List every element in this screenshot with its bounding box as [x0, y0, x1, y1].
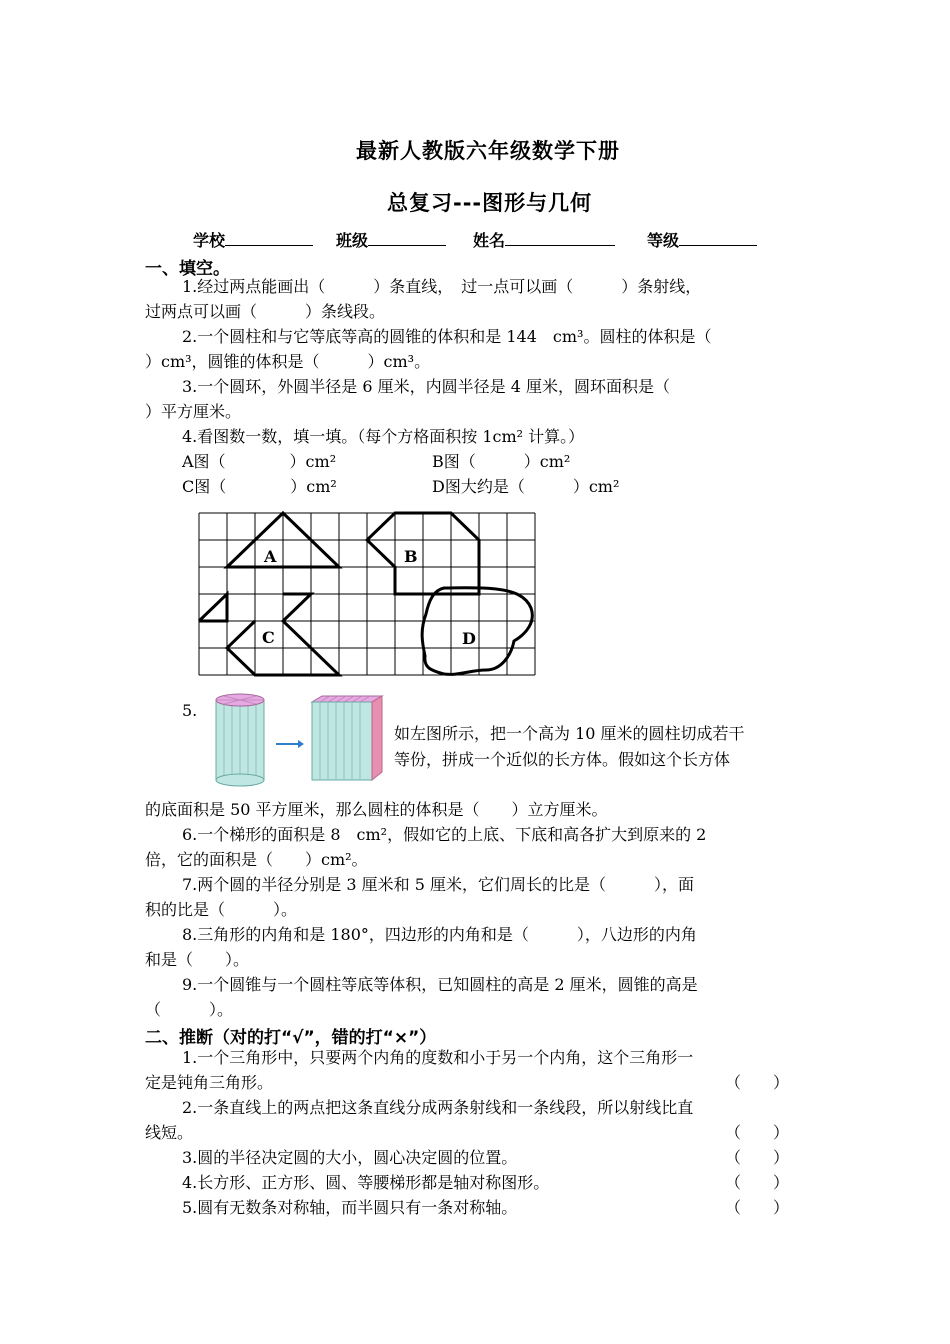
class-label: 班级: [336, 231, 369, 250]
q8-line2: 和是（ ）。: [145, 950, 250, 969]
school-label: 学校: [193, 231, 226, 250]
grade-label: 等级: [647, 231, 680, 250]
grid-lines: [199, 513, 535, 675]
j5-text: 5.圆有无数条对称轴，而半圆只有一条对称轴。: [182, 1198, 518, 1217]
q5-side2: 等份，拼成一个近似的长方体。假如这个长方体: [394, 750, 731, 769]
school-field: [193, 228, 313, 251]
class-field: [336, 228, 446, 251]
q3-line2: ）平方厘米。: [145, 402, 242, 421]
q8-line1: 8.三角形的内角和是 180°，四边形的内角和是（ ），八边形的内角: [182, 925, 697, 944]
fig-label-b: B: [404, 547, 418, 566]
q6-line2: 倍，它的面积是（ ）cm²。: [145, 850, 368, 869]
class-blank[interactable]: [368, 231, 446, 246]
j5-answer-bracket[interactable]: （ ）: [725, 1198, 790, 1217]
j1-line1: 1.一个三角形中，只要两个内角的度数和小于另一个内角，这个三角形一: [182, 1048, 694, 1067]
doc-title: 最新人教版六年级数学下册: [356, 139, 620, 163]
q4-d: D图大约是（ ）cm²: [432, 477, 620, 496]
j3-text: 3.圆的半径决定圆的大小，圆心决定圆的位置。: [182, 1148, 518, 1167]
name-label: 姓名: [473, 231, 506, 250]
fig-label-c: C: [262, 628, 275, 647]
q5-number: 5.: [182, 701, 198, 720]
cylinder-illustration: [212, 690, 390, 790]
name-blank[interactable]: [505, 231, 615, 246]
school-blank[interactable]: [225, 231, 313, 246]
q3-line1: 3.一个圆环，外圆半径是 6 厘米，内圆半径是 4 厘米，圆环面积是（: [182, 377, 670, 396]
doc-subtitle: 总复习---图形与几何: [387, 191, 593, 215]
section1-heading: 一、填空。: [145, 259, 230, 279]
j1-line2: 定是钝角三角形。: [145, 1073, 274, 1092]
q4-line1: 4.看图数一数，填一填。（每个方格面积按 1cm² 计算。）: [182, 427, 585, 446]
j1-answer-bracket[interactable]: （ ）: [725, 1073, 790, 1092]
j3-answer-bracket[interactable]: （ ）: [725, 1148, 790, 1167]
q9-line1: 9.一个圆锥与一个圆柱等底等体积，已知圆柱的高是 2 厘米，圆锥的高是: [182, 975, 698, 994]
j4-text: 4.长方形、正方形、圆、等腰梯形都是轴对称图形。: [182, 1173, 550, 1192]
q4-a: A图（ ）cm²: [182, 452, 337, 471]
section2-heading: 二、推断（对的打“√”，错的打“×”）: [145, 1028, 437, 1048]
shape-d: [422, 588, 532, 675]
q2-line2: ）cm³，圆锥的体积是（ ）cm³。: [145, 352, 431, 371]
j2-answer-bracket[interactable]: （ ）: [725, 1123, 790, 1142]
j4-answer-bracket[interactable]: （ ）: [725, 1173, 790, 1192]
q7-line2: 积的比是（ ）。: [145, 900, 298, 919]
q2-line1: 2.一个圆柱和与它等底等高的圆锥的体积和是 144 cm³。圆柱的体积是（: [182, 327, 712, 346]
shape-c-top: [199, 594, 227, 621]
q5-line3: 的底面积是 50 平方厘米，那么圆柱的体积是（ ）立方厘米。: [145, 800, 608, 819]
q4-b: B图（ ）cm²: [432, 452, 571, 471]
j2-line2: 线短。: [145, 1123, 194, 1142]
fig-label-a: A: [264, 547, 277, 566]
q4-c: C图（ ）cm²: [182, 477, 337, 496]
q1-line2: 过两点可以画（ ）条线段。: [145, 302, 386, 321]
q6-line1: 6.一个梯形的面积是 8 cm²，假如它的上底、下底和高各扩大到原来的 2: [182, 825, 707, 844]
fig-label-d: D: [462, 629, 476, 648]
q7-line1: 7.两个圆的半径分别是 3 厘米和 5 厘米，它们周长的比是（ ），面: [182, 875, 694, 894]
grid-figure: [196, 510, 540, 682]
name-field: [473, 228, 615, 251]
grade-blank[interactable]: [679, 231, 757, 246]
grade-field: [647, 228, 757, 251]
q9-line2: （ ）。: [145, 1000, 234, 1019]
q5-side1: 如左图所示，把一个高为 10 厘米的圆柱切成若干: [394, 724, 745, 743]
j2-line1: 2.一条直线上的两点把这条直线分成两条射线和一条线段，所以射线比直: [182, 1098, 694, 1117]
q1-line1: 1.经过两点能画出（ ）条直线， 过一点可以画（ ）条射线，: [182, 277, 702, 296]
